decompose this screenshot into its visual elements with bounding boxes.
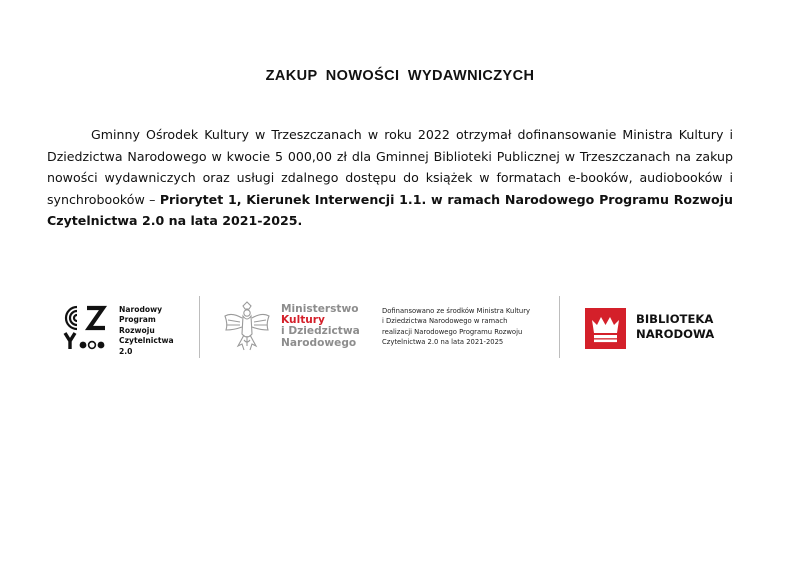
nprcz-line: Czytelnictwa	[119, 336, 174, 346]
bn-line-biblioteka: BIBLIOTEKA	[636, 312, 714, 326]
funding-note-line: Czytelnictwa 2.0 na lata 2021-2025	[382, 338, 504, 347]
nprcz-logo-icon	[63, 305, 109, 351]
body-paragraph	[47, 124, 733, 232]
body-text-regular: Gminny Ośrodek Kultury w Trzeszczanach w roku 2022 otrzymał dofinansowanie Ministra Kultury i Dziedzictwa Narodowego w kwocie 5 000,00 zł dla Gminnej Biblioteki Publicznej w Trzeszczanach na zakup nowości wydawniczych oraz usługi zdalnego dostępu do książek w formatach e-booków, audiobooków i synchrobooków –	[47, 127, 733, 207]
nprcz-line: Rozwoju	[119, 325, 155, 335]
mkidn-logo-text	[281, 304, 360, 349]
mkidn-line-dziedzictwa: i Dziedzictwa	[281, 325, 360, 338]
logo-divider	[199, 296, 200, 358]
mkidn-line-ministerstwo: Ministerstwo	[281, 303, 359, 315]
nprcz-line: 2.0	[119, 346, 133, 356]
nprcz-line: Program	[119, 315, 156, 325]
body-text-bold: Priorytet 1, Kierunek Interwencji 1.1. w ramach Narodowego Programu Rozwoju Czytelnictwa 2.0 na lata 2021-2025.	[47, 191, 733, 229]
logo-bar	[0, 290, 800, 365]
logo-divider	[559, 296, 560, 358]
funding-note	[382, 306, 530, 348]
document-title: ZAKUP NOWOŚCI WYDAWNICZYCH	[265, 68, 535, 84]
mkidn-line-narodowego: Narodowego	[281, 336, 357, 349]
document-body	[47, 124, 733, 232]
mkidn-line-kultury: Kultury	[281, 314, 325, 327]
funding-note-line: i Dziedzictwa Narodowego w ramach	[382, 317, 508, 326]
bn-line-narodowa: NARODOWA	[636, 327, 715, 341]
biblioteka-narodowa-logo-text	[636, 312, 714, 342]
funding-note-line: realizacji Narodowego Programu Rozwoju	[382, 327, 523, 336]
crown-logo-icon	[585, 308, 626, 349]
polish-eagle-emblem-icon	[222, 300, 272, 355]
funding-note-line: Dofinansowano ze środków Ministra Kultury	[382, 307, 531, 315]
nprcz-logo-text	[119, 305, 174, 357]
nprcz-line: Narodowy	[119, 305, 163, 314]
